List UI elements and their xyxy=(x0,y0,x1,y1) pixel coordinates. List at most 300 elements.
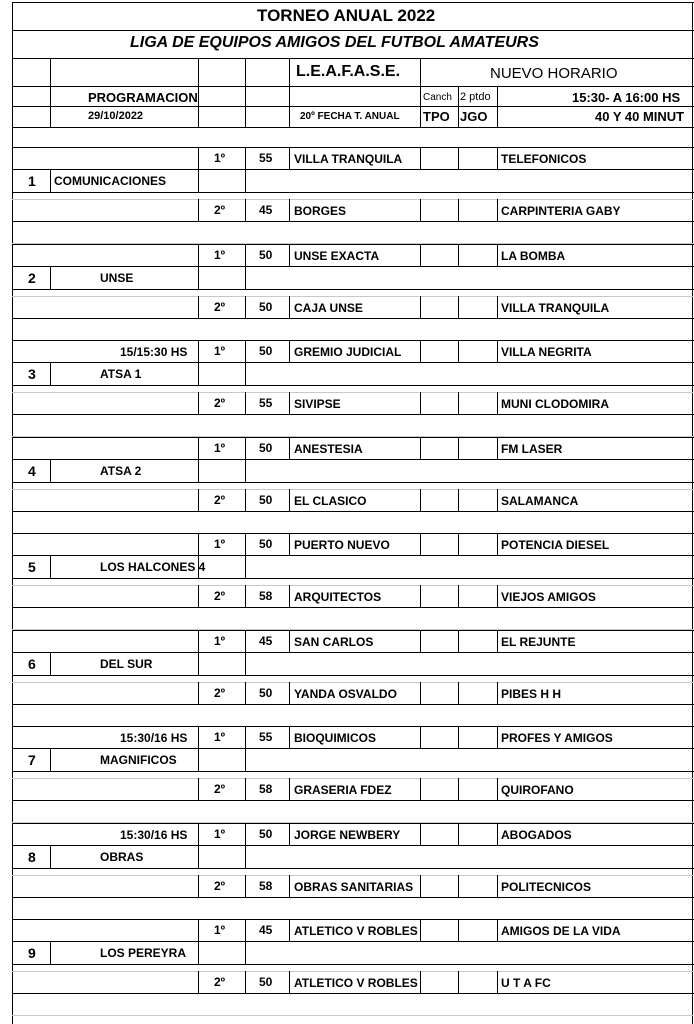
home-team: UNSE EXACTA xyxy=(294,248,380,263)
grid-vline xyxy=(245,585,246,607)
grid-vline xyxy=(198,296,199,318)
grid-hline xyxy=(12,533,694,534)
minutes-value: 50 xyxy=(259,440,273,455)
grid-vline xyxy=(289,682,290,704)
grid-vline xyxy=(497,682,498,704)
grid-vline xyxy=(458,533,459,555)
grid-vline xyxy=(198,489,199,511)
grid-vline xyxy=(497,340,498,362)
schedule-date: 29/10/2022 xyxy=(88,110,144,122)
minutes-value: 58 xyxy=(259,589,273,603)
grid-hline xyxy=(12,147,694,148)
field-name: OBRAS xyxy=(100,849,144,864)
grid-vline xyxy=(458,437,459,459)
grid-hline xyxy=(12,362,694,363)
grid-vline xyxy=(245,726,246,748)
fecha-label: 20º FECHA T. ANUAL xyxy=(300,111,400,122)
grid-vline xyxy=(245,875,246,897)
grid-vline xyxy=(497,437,498,459)
grid-hline xyxy=(12,169,694,170)
half-label: 1º xyxy=(214,151,226,165)
grid-hline xyxy=(12,555,694,556)
half-label: 1º xyxy=(214,537,226,551)
grid-vline xyxy=(245,682,246,704)
grid-vline xyxy=(497,971,498,993)
grid-vline xyxy=(198,169,199,192)
grid-vline xyxy=(289,971,290,993)
grid-hline xyxy=(12,964,694,965)
grid-vline xyxy=(420,726,421,748)
grid-vline xyxy=(420,682,421,704)
grid-vline xyxy=(458,489,459,511)
half-label: 1º xyxy=(214,923,226,937)
grid-hline xyxy=(12,845,694,846)
grid-hline xyxy=(12,127,694,128)
half-label: 2º xyxy=(214,299,226,314)
grid-vline xyxy=(245,362,246,385)
half-label: 2º xyxy=(214,589,226,603)
grid-vline xyxy=(198,244,199,266)
cancha-label: Canch xyxy=(423,92,452,103)
minutes-value: 58 xyxy=(259,782,273,796)
away-team: PROFES Y AMIGOS xyxy=(501,731,613,745)
home-team: ATLETICO V ROBLES xyxy=(294,924,418,938)
half-label: 1º xyxy=(214,440,226,455)
grid-vline xyxy=(245,169,246,192)
grid-vline xyxy=(458,630,459,652)
grid-vline xyxy=(245,778,246,800)
grid-hline xyxy=(12,489,694,490)
grid-vline xyxy=(50,459,51,482)
grid-vline xyxy=(245,437,246,459)
grid-vline xyxy=(50,169,51,192)
home-team: CAJA UNSE xyxy=(294,300,363,315)
grid-vline xyxy=(497,533,498,555)
minutes-value: 50 xyxy=(259,344,273,358)
field-name: MAGNIFICOS xyxy=(100,753,177,767)
minutes-value: 50 xyxy=(259,492,273,507)
grid-vline xyxy=(245,244,246,266)
grid-vline xyxy=(289,875,290,897)
grid-vline xyxy=(420,875,421,897)
grid-hline xyxy=(12,340,694,341)
away-team: CARPINTERIA GABY xyxy=(501,204,621,218)
kickoff-note: 15:30/16 HS xyxy=(120,731,188,745)
home-team: ATLETICO V ROBLES xyxy=(294,976,418,990)
grid-vline xyxy=(420,244,421,266)
field-number: 9 xyxy=(28,945,36,961)
away-team: U T A FC xyxy=(501,976,551,990)
grid-vline xyxy=(420,296,421,318)
half-label: 1º xyxy=(214,247,226,262)
grid-vline xyxy=(420,823,421,845)
field-number: 8 xyxy=(28,848,36,865)
grid-vline xyxy=(50,652,51,675)
grid-vline xyxy=(458,778,459,800)
grid-hline xyxy=(12,578,694,579)
minutes-value: 58 xyxy=(259,878,273,893)
grid-vline xyxy=(458,86,459,127)
grid-vline xyxy=(50,266,51,289)
field-name: DEL SUR xyxy=(100,656,153,671)
grid-vline xyxy=(497,875,498,897)
home-team: BORGES xyxy=(294,204,347,218)
grid-vline xyxy=(50,555,51,578)
grid-hline xyxy=(12,244,694,245)
grid-vline xyxy=(497,489,498,511)
grid-vline xyxy=(497,726,498,748)
grid-vline xyxy=(289,585,290,607)
grid-vline xyxy=(497,147,498,169)
away-team: VILLA TRANQUILA xyxy=(501,300,610,315)
home-team: OBRAS SANITARIAS xyxy=(294,879,414,894)
grid-vline xyxy=(458,726,459,748)
grid-vline xyxy=(289,58,290,127)
grid-vline xyxy=(420,437,421,459)
home-team: SIVIPSE xyxy=(294,397,341,411)
grid-vline xyxy=(198,585,199,607)
half-label: 1º xyxy=(214,344,226,358)
grid-vline xyxy=(458,199,459,221)
grid-vline xyxy=(198,266,199,289)
grid-hline xyxy=(12,897,694,898)
field-number: 5 xyxy=(28,559,36,575)
grid-hline xyxy=(12,289,694,290)
grid-hline xyxy=(12,993,694,994)
grid-vline xyxy=(198,199,199,221)
grid-hline xyxy=(12,748,694,749)
grid-hline xyxy=(12,266,694,267)
away-team: TELEFONICOS xyxy=(501,152,587,166)
duration-label: 40 Y 40 MINUT xyxy=(595,109,685,124)
grid-hline xyxy=(12,459,694,460)
field-number: 1 xyxy=(28,173,36,189)
home-team: BIOQUIMICOS xyxy=(294,731,377,745)
home-team: ARQUITECTOS xyxy=(294,590,382,604)
half-label: 2º xyxy=(214,203,226,217)
grid-vline xyxy=(198,652,199,675)
field-number: 7 xyxy=(28,752,36,768)
grid-vline xyxy=(497,86,498,127)
grid-vline xyxy=(198,533,199,555)
grid-hline xyxy=(12,437,694,438)
grid-vline xyxy=(458,919,459,941)
grid-vline xyxy=(198,340,199,362)
grid-vline xyxy=(458,971,459,993)
grid-vline xyxy=(245,823,246,845)
grid-vline xyxy=(420,585,421,607)
grid-vline xyxy=(497,392,498,414)
grid-vline xyxy=(458,296,459,318)
grid-hline xyxy=(12,800,694,801)
kickoff-note: 15:30/16 HS xyxy=(120,827,188,842)
home-team: YANDA OSVALDO xyxy=(294,686,397,701)
grid-hline xyxy=(12,199,694,200)
field-number: 2 xyxy=(28,269,36,286)
grid-vline xyxy=(289,630,290,652)
grid-vline xyxy=(497,199,498,221)
half-label: 2º xyxy=(214,396,226,410)
grid-vline xyxy=(289,199,290,221)
grid-hline xyxy=(12,585,694,586)
away-team: LA BOMBA xyxy=(501,248,566,263)
grid-hline xyxy=(12,778,694,779)
home-team: JORGE NEWBERY xyxy=(294,827,401,842)
grid-vline xyxy=(458,147,459,169)
grid-vline xyxy=(458,392,459,414)
grid-vline xyxy=(198,362,199,385)
grid-vline xyxy=(245,459,246,482)
grid-hline xyxy=(12,726,694,727)
grid-vline xyxy=(420,919,421,941)
grid-vline xyxy=(198,823,199,845)
grid-vline xyxy=(245,971,246,993)
grid-hline xyxy=(12,875,694,876)
grid-vline xyxy=(458,823,459,845)
away-team: ABOGADOS xyxy=(501,827,572,842)
minutes-value: 55 xyxy=(259,151,273,165)
grid-vline xyxy=(289,778,290,800)
grid-hline xyxy=(12,682,694,683)
grid-hline xyxy=(12,1015,694,1016)
away-team: FM LASER xyxy=(501,441,563,456)
grid-hline xyxy=(12,414,694,415)
grid-hline xyxy=(12,607,694,608)
grid-vline xyxy=(289,296,290,318)
grid-vline xyxy=(245,652,246,675)
grid-vline xyxy=(289,489,290,511)
grid-vline xyxy=(245,555,246,578)
field-name: LOS HALCONES 4 xyxy=(100,560,206,574)
grid-vline xyxy=(458,244,459,266)
grid-vline xyxy=(497,919,498,941)
grid-vline xyxy=(198,875,199,897)
grid-hline xyxy=(12,652,694,653)
grid-vline xyxy=(289,244,290,266)
away-team: AMIGOS DE LA VIDA xyxy=(501,924,621,938)
grid-vline xyxy=(12,2,13,1024)
away-team: PIBES H H xyxy=(501,686,562,701)
home-team: GRASERIA FDEZ xyxy=(294,783,392,797)
field-number: 3 xyxy=(28,366,36,382)
grid-vline xyxy=(245,533,246,555)
minutes-value: 50 xyxy=(259,685,273,700)
grid-vline xyxy=(50,362,51,385)
grid-hline xyxy=(12,318,694,319)
grid-hline xyxy=(12,30,694,31)
grid-vline xyxy=(289,392,290,414)
away-team: SALAMANCA xyxy=(501,493,579,508)
grid-vline xyxy=(245,147,246,169)
away-team: MUNI CLODOMIRA xyxy=(501,397,609,411)
grid-hline xyxy=(12,941,694,942)
grid-vline xyxy=(420,147,421,169)
half-label: 1º xyxy=(214,826,226,841)
half-label: 2º xyxy=(214,685,226,700)
away-team: VIEJOS AMIGOS xyxy=(501,590,596,604)
grid-vline xyxy=(198,778,199,800)
time-range: 15:30- A 16:00 HS xyxy=(572,90,681,105)
grid-vline xyxy=(198,682,199,704)
grid-hline xyxy=(12,823,694,824)
grid-vline xyxy=(50,58,51,127)
grid-vline xyxy=(458,682,459,704)
minutes-value: 45 xyxy=(259,923,273,937)
grid-vline xyxy=(497,244,498,266)
home-team: PUERTO NUEVO xyxy=(294,538,390,552)
grid-vline xyxy=(497,585,498,607)
grid-vline xyxy=(50,748,51,771)
tournament-title: TORNEO ANUAL 2022 xyxy=(257,6,436,25)
grid-hline xyxy=(12,511,694,512)
grid-vline xyxy=(50,845,51,868)
minutes-value: 50 xyxy=(259,826,273,841)
half-label: 2º xyxy=(214,975,226,989)
grid-hline xyxy=(12,771,694,772)
grid-vline xyxy=(245,296,246,318)
grid-vline xyxy=(420,778,421,800)
grid-vline xyxy=(245,340,246,362)
grid-vline xyxy=(198,726,199,748)
home-team: ANESTESIA xyxy=(294,441,363,456)
grid-vline xyxy=(420,489,421,511)
minutes-value: 50 xyxy=(259,975,273,989)
half-label: 1º xyxy=(214,730,226,744)
grid-vline xyxy=(245,489,246,511)
grid-hline xyxy=(12,106,694,107)
grid-vline xyxy=(420,340,421,362)
grid-hline xyxy=(12,971,694,972)
grid-hline xyxy=(12,58,694,59)
league-acronym: L.E.A.F.A.S.E. xyxy=(296,63,401,80)
grid-vline xyxy=(497,296,498,318)
grid-vline xyxy=(420,533,421,555)
field-name: ATSA 1 xyxy=(100,367,142,381)
grid-vline xyxy=(245,941,246,964)
grid-vline xyxy=(245,58,246,127)
away-team: POTENCIA DIESEL xyxy=(501,538,610,552)
home-team: VILLA TRANQUILA xyxy=(294,152,403,166)
grid-vline xyxy=(289,726,290,748)
grid-hline xyxy=(12,392,694,393)
grid-vline xyxy=(458,875,459,897)
grid-vline xyxy=(245,392,246,414)
grid-vline xyxy=(198,392,199,414)
grid-vline xyxy=(198,459,199,482)
field-number: 4 xyxy=(28,462,36,479)
grid-hline xyxy=(12,296,694,297)
grid-vline xyxy=(198,748,199,771)
grid-vline xyxy=(198,147,199,169)
grid-hline xyxy=(12,192,694,193)
kickoff-note: 15/15:30 HS xyxy=(120,345,188,359)
grid-vline xyxy=(289,823,290,845)
grid-vline xyxy=(420,392,421,414)
grid-vline xyxy=(458,340,459,362)
grid-hline xyxy=(12,630,694,631)
field-name: UNSE xyxy=(100,270,134,285)
away-team: QUIROFANO xyxy=(501,783,574,797)
grid-hline xyxy=(12,385,694,386)
grid-vline xyxy=(198,58,199,127)
home-team: GREMIO JUDICIAL xyxy=(294,345,402,359)
field-number: 6 xyxy=(28,655,36,672)
minutes-value: 50 xyxy=(259,537,273,551)
grid-vline xyxy=(420,971,421,993)
field-name: LOS PEREYRA xyxy=(100,946,187,960)
grid-hline xyxy=(12,675,694,676)
grid-vline xyxy=(245,919,246,941)
half-label: 1º xyxy=(214,633,226,648)
grid-hline xyxy=(12,482,694,483)
half-label: 2º xyxy=(214,878,226,893)
grid-vline xyxy=(245,845,246,868)
grid-vline xyxy=(245,748,246,771)
grid-vline xyxy=(420,58,421,127)
grid-vline xyxy=(458,585,459,607)
grid-vline xyxy=(420,630,421,652)
field-name: ATSA 2 xyxy=(100,463,142,478)
minutes-value: 55 xyxy=(259,730,273,744)
away-team: POLITECNICOS xyxy=(501,879,592,894)
grid-vline xyxy=(198,919,199,941)
grid-vline xyxy=(245,199,246,221)
grid-vline xyxy=(420,199,421,221)
grid-hline xyxy=(12,221,694,222)
minutes-value: 45 xyxy=(259,203,273,217)
grid-vline xyxy=(497,630,498,652)
grid-hline xyxy=(12,86,694,87)
programacion-label: PROGRAMACION xyxy=(88,90,198,105)
minutes-value: 55 xyxy=(259,396,273,410)
tpo-label: TPO xyxy=(423,109,450,124)
grid-vline xyxy=(289,919,290,941)
minutes-value: 50 xyxy=(259,299,273,314)
new-schedule-label: NUEVO HORARIO xyxy=(490,65,618,82)
grid-hline xyxy=(12,704,694,705)
home-team: SAN CARLOS xyxy=(294,634,374,649)
grid-vline xyxy=(289,533,290,555)
grid-vline xyxy=(289,147,290,169)
grid-vline xyxy=(692,2,693,1024)
grid-vline xyxy=(198,630,199,652)
grid-vline xyxy=(497,778,498,800)
half-label: 2º xyxy=(214,492,226,507)
minutes-value: 50 xyxy=(259,247,273,262)
grid-vline xyxy=(497,823,498,845)
jgo-label: JGO xyxy=(460,109,488,124)
grid-vline xyxy=(198,941,199,964)
grid-hline xyxy=(12,868,694,869)
half-label: 2º xyxy=(214,782,226,796)
grid-vline xyxy=(198,437,199,459)
grid-vline xyxy=(245,630,246,652)
grid-vline xyxy=(289,437,290,459)
field-name: COMUNICACIONES xyxy=(54,174,167,188)
away-team: EL REJUNTE xyxy=(501,634,576,649)
minutes-value: 45 xyxy=(259,633,273,648)
home-team: EL CLASICO xyxy=(294,493,367,508)
grid-hline xyxy=(12,919,694,920)
grid-vline xyxy=(198,845,199,868)
grid-vline xyxy=(198,971,199,993)
two-parts-label: 2 ptdo xyxy=(460,91,491,103)
league-name: LIGA DE EQUIPOS AMIGOS DEL FUTBOL AMATEURS xyxy=(130,34,539,51)
grid-vline xyxy=(50,941,51,964)
grid-vline xyxy=(289,340,290,362)
away-team: VILLA NEGRITA xyxy=(501,345,592,359)
grid-vline xyxy=(245,266,246,289)
